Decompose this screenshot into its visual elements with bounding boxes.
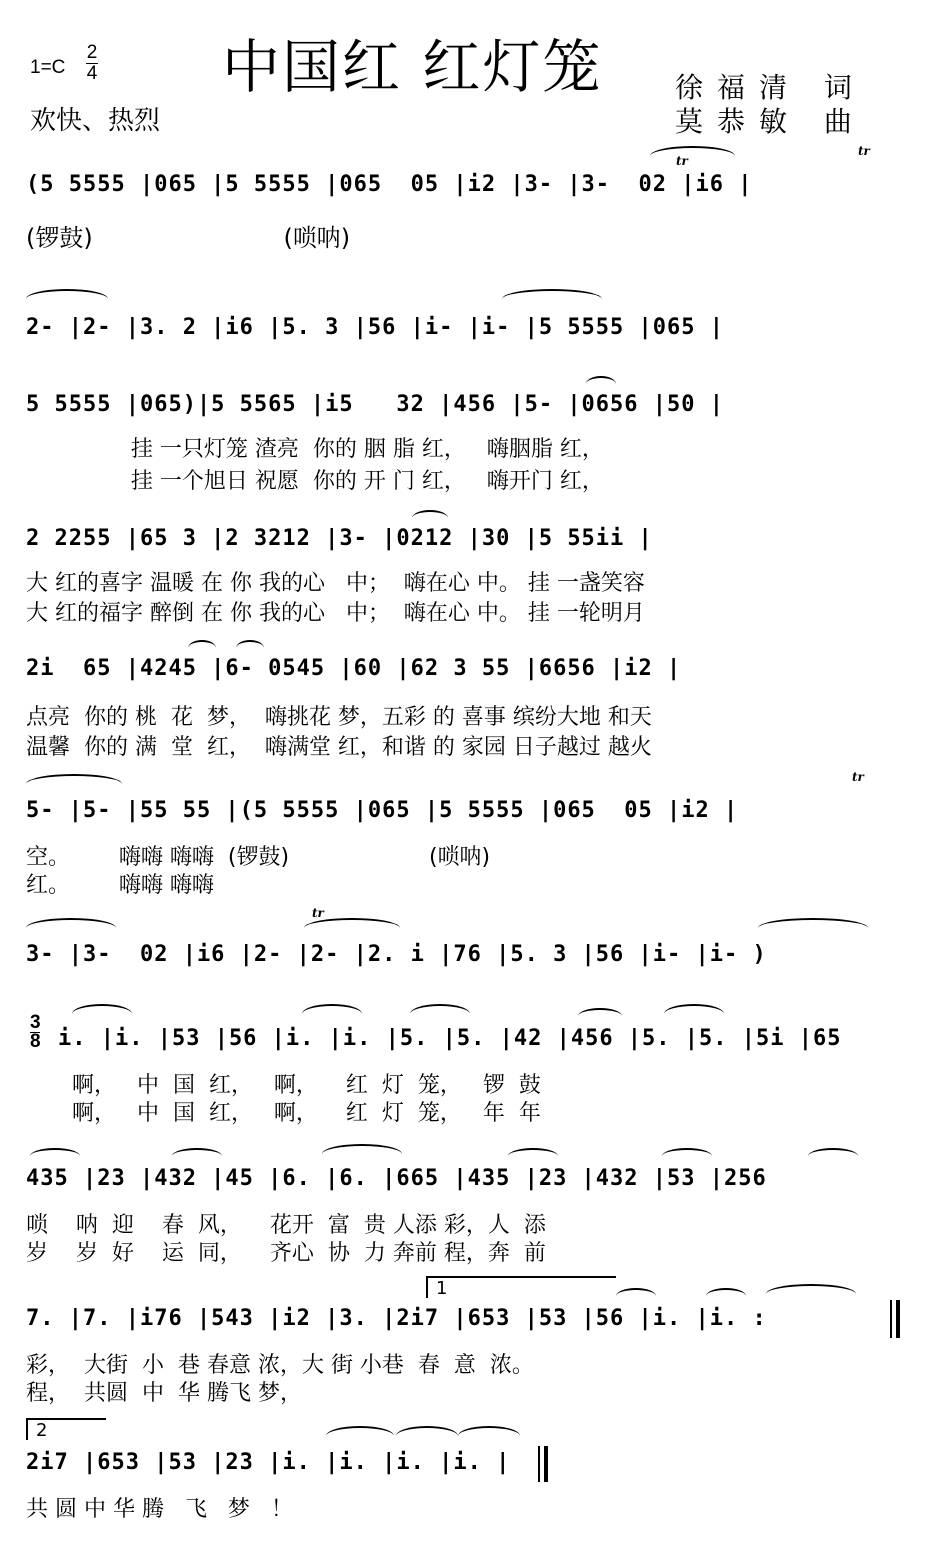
time-signature xyxy=(86,43,98,84)
tie-slur xyxy=(616,1288,656,1304)
repeat-end-barline xyxy=(890,1300,900,1338)
score-system-9 xyxy=(26,1166,896,1276)
lyric-verse-1: 共 圆 中 华 腾 飞 梦 ！ xyxy=(26,1497,293,1522)
lyric-verse-1: 唢 呐 迎 春 风， 花开 富 贵 人添 彩，人 添 xyxy=(26,1213,546,1238)
tie-slur xyxy=(236,640,264,656)
lyric-verse-1: 挂 一只灯笼 渣亮 你的 胭 脂 红， 嗨胭脂 红， xyxy=(26,437,604,462)
volta-number: 2 xyxy=(36,1420,48,1441)
notation-line: 2 2255 |65 3 |2 3212 |3- |0212 |30 |5 55ii | xyxy=(26,526,653,551)
lyric-verse-1: (锣鼓) (唢呐) xyxy=(26,224,351,252)
lyricist-credit: 徐福清 词 xyxy=(675,71,866,104)
lyric-verse-2: 岁 岁 好 运 同， 齐心 协 力 奔前 程，奔 前 xyxy=(26,1241,546,1266)
trill-mark: tr xyxy=(312,906,324,920)
tie-slur xyxy=(650,146,735,166)
tie-slur xyxy=(322,1144,402,1164)
composer-credit: 莫恭敏 曲 xyxy=(675,105,866,138)
lyric-verse-1: 空。 嗨嗨 嗨嗨 (锣鼓) (唢呐) xyxy=(26,845,491,870)
notation-line: i. |i. |53 |56 |i. |i. |5. |5. |42 |456 |5. |5. |5i |65 xyxy=(58,1026,842,1051)
key-signature: 1=C xyxy=(30,57,66,78)
tie-slur xyxy=(758,918,868,938)
score-system-6 xyxy=(26,770,896,908)
time-signature-denominator: 4 xyxy=(86,63,98,84)
tie-slur xyxy=(30,1148,80,1164)
score-system-5 xyxy=(26,656,896,766)
tie-slur xyxy=(26,774,122,794)
score-system-4 xyxy=(26,526,896,636)
tie-slur xyxy=(188,640,216,656)
score-system-10 xyxy=(26,1278,896,1416)
final-barline xyxy=(538,1446,548,1482)
time-signature-denominator: 8 xyxy=(30,1031,41,1052)
notation-line: 5 5555 |065)|5 5565 |i5 32 |456 |5- |0656 |50 | xyxy=(26,392,725,417)
score-system-8 xyxy=(58,1026,898,1136)
lyric-verse-2: 温馨 你的 满 堂 红， 嗨满堂 红，和谐 的 家园 日子越过 越火 xyxy=(26,735,652,760)
trill-mark: tr xyxy=(858,144,870,158)
tie-slur xyxy=(172,1148,222,1164)
tempo-marking: 欢快、热烈 xyxy=(30,106,161,136)
tie-slur xyxy=(26,918,116,938)
lyric-verse-1: 大 红的喜字 温暖 在 你 我的心 中； 嗨在心 中。 挂 一盏笑容 xyxy=(26,571,645,596)
score-system-7 xyxy=(26,906,896,1002)
notation-line: 2i 65 |4245 |6- 0545 |60 |62 3 55 |6656 |i2 | xyxy=(26,656,682,681)
time-signature-numerator: 2 xyxy=(86,42,98,63)
notation-line: 3- |3- 02 |i6 |2- |2- |2. i |76 |5. 3 |56 |i- |i- ) xyxy=(26,942,767,967)
lyric-verse-2: 挂 一个旭日 祝愿 你的 开 门 红， 嗨开门 红， xyxy=(26,469,604,494)
time-signature-numerator: 3 xyxy=(30,1012,41,1033)
tie-slur xyxy=(586,376,616,392)
lyric-verse-2: 大 红的福字 醉倒 在 你 我的心 中； 嗨在心 中。 挂 一轮明月 xyxy=(26,601,645,626)
tie-slur xyxy=(326,1426,394,1446)
tie-slur xyxy=(72,1004,132,1024)
tie-slur xyxy=(302,1004,362,1024)
score-system-3 xyxy=(26,392,896,502)
lyric-verse-2: 程， 共圆 中 华 腾飞 梦， xyxy=(26,1381,302,1406)
volta-number: 1 xyxy=(436,1278,448,1299)
tie-slur xyxy=(26,289,108,309)
trill-mark: tr xyxy=(852,770,864,784)
tie-slur xyxy=(396,1426,458,1446)
notation-line: 435 |23 |432 |45 |6. |6. |665 |435 |23 |432 |53 |256 xyxy=(26,1166,767,1191)
lyric-verse-2: 红。 嗨嗨 嗨嗨 xyxy=(26,873,214,898)
song-title: 中国红 红灯笼 xyxy=(222,33,603,101)
tie-slur xyxy=(808,1148,858,1164)
notation-line: (5 5555 |065 |5 5555 |065 05 |i2 |3- |3- 02 |i6 | xyxy=(26,172,753,197)
tie-slur xyxy=(662,1148,712,1164)
notation-line: 5- |5- |55 55 |(5 5555 |065 |5 5555 |065 05 |i2 | xyxy=(26,798,739,823)
tie-slur xyxy=(304,918,400,938)
notation-line: 2- |2- |3. 2 |i6 |5. 3 |56 |i- |i- |5 5555 |065 | xyxy=(26,315,725,340)
lyric-verse-1: 点亮 你的 桃 花 梦， 嗨挑花 梦，五彩 的 喜事 缤纷大地 和天 xyxy=(26,705,652,730)
tie-slur xyxy=(766,1284,856,1304)
volta-ending-1 xyxy=(426,1276,616,1298)
tie-slur xyxy=(508,1148,558,1164)
score-system-11 xyxy=(26,1420,896,1530)
score-system-2 xyxy=(26,315,896,375)
lyric-verse-1: 啊， 中 国 红， 啊， 红 灯 笼， 锣 鼓 xyxy=(58,1073,541,1098)
tie-slur xyxy=(578,1008,622,1024)
tie-slur xyxy=(706,1288,746,1304)
notation-line: 2i7 |653 |53 |23 |i. |i. |i. |i. | xyxy=(26,1450,511,1475)
trill-mark: tr xyxy=(676,154,688,168)
tie-slur xyxy=(502,289,602,309)
lyric-verse-2: 啊， 中 国 红， 啊， 红 灯 笼， 年 年 xyxy=(58,1101,541,1126)
tie-slur xyxy=(410,1004,470,1024)
volta-ending-2 xyxy=(26,1418,106,1440)
lyric-verse-1: 彩， 大街 小 巷 春意 浓，大 街 小巷 春 意 浓。 xyxy=(26,1353,534,1378)
time-signature-change xyxy=(30,1014,41,1051)
score-system-1 xyxy=(26,144,896,262)
tie-slur xyxy=(458,1426,520,1446)
notation-line: 7. |7. |i76 |543 |i2 |3. |2i7 |653 |53 |56 |i. |i. : xyxy=(26,1306,767,1331)
tie-slur xyxy=(664,1004,724,1024)
tie-slur xyxy=(412,510,448,526)
